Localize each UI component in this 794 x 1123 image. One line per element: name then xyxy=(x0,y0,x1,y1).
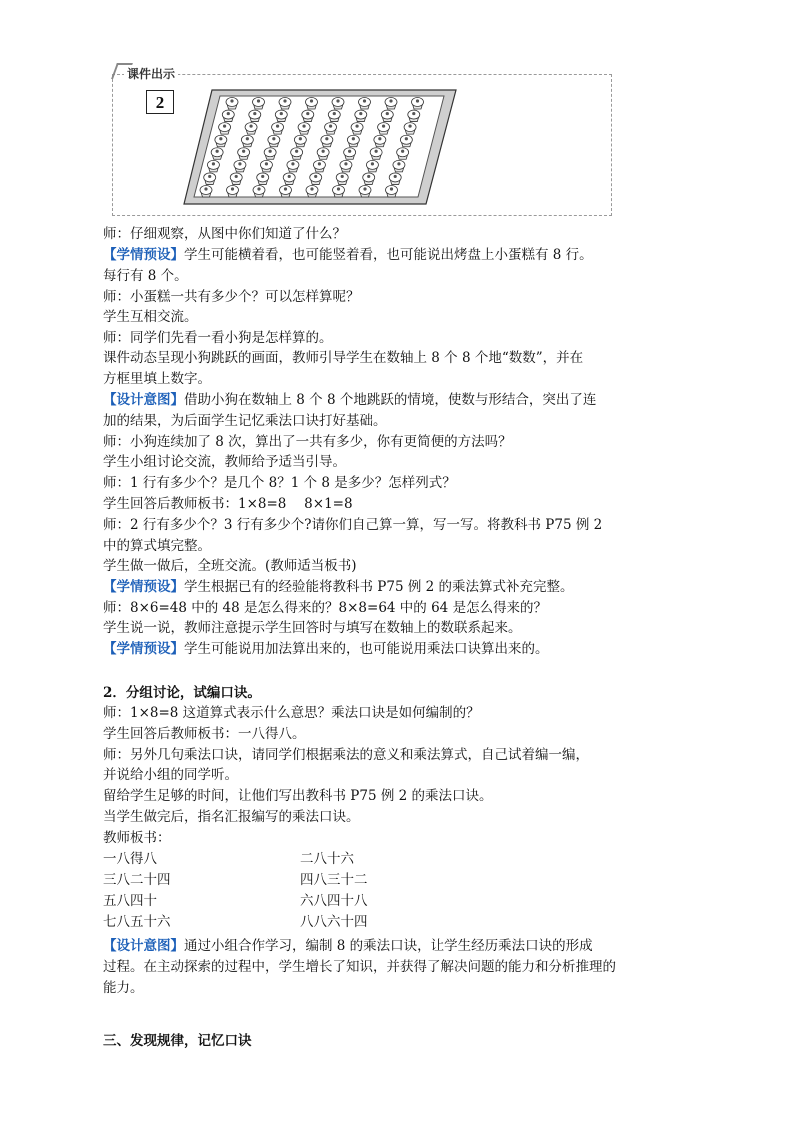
paragraph-text: 三、发现规律，记忆口诀 xyxy=(103,1033,252,1049)
cupcake xyxy=(336,173,348,185)
cupcake xyxy=(291,148,303,160)
cupcake xyxy=(310,173,322,185)
paragraph-text: 师：1×8=8 这道算式表示什么意思？乘法口诀是如何编制的？ xyxy=(103,705,480,721)
paragraph-text: 师：同学们先看一看小狗是怎样算的。 xyxy=(103,330,333,346)
cupcake xyxy=(351,123,363,135)
paragraph-line xyxy=(103,724,306,744)
paragraph-line xyxy=(103,556,357,576)
paragraph-text: 师：小狗连续加了 8 次，算出了一共有多少，你有更简便的方法吗？ xyxy=(103,434,512,450)
paragraph-text: 通过小组合作学习，编制 8 的乘法口诀，让学生经历乘法口诀的形成 xyxy=(184,938,593,954)
multiplication-rhyme: 四八三十二 xyxy=(300,872,368,888)
cupcake xyxy=(279,98,291,110)
cupcake xyxy=(253,186,265,198)
multiplication-rhyme: 三八二十四 xyxy=(103,872,171,888)
paragraph-text: 教师板书： xyxy=(103,830,171,846)
cupcake xyxy=(328,110,340,122)
cupcake xyxy=(400,135,412,147)
multiplication-rhyme: 二八十六 xyxy=(300,851,354,867)
paragraph-text: 师：2 行有多少个？3 行有多少个?请你们自己算一算，写一写。将教科书 P75 例 2 xyxy=(103,517,603,533)
paragraph-line xyxy=(103,328,333,348)
courseware-label: 课件出示 xyxy=(124,65,178,82)
paragraph-text: 学生可能横着看，也可能竖着看，也可能说出烤盘上小蛋糕有 8 行。 xyxy=(184,247,593,263)
cupcake xyxy=(359,186,371,198)
multiplication-rhyme: 六八四十八 xyxy=(300,893,368,909)
paragraph-line xyxy=(103,307,198,327)
paragraph-line xyxy=(103,978,144,998)
cupcake xyxy=(332,98,344,110)
multiplication-rhyme: 一八得八 xyxy=(103,851,157,867)
cupcake xyxy=(393,160,405,172)
cupcake xyxy=(347,135,359,147)
cupcake xyxy=(268,135,280,147)
paragraph-line xyxy=(103,452,346,472)
cupcake xyxy=(302,110,314,122)
cupcake xyxy=(264,148,276,160)
cupcake xyxy=(389,173,401,185)
paragraph-text: 课件动态呈现小狗跳跃的画面，教师引导学生在数轴上 8 个 8 个地“数数”，并在 xyxy=(103,350,584,366)
paragraph-text: 并说给小组的同学听。 xyxy=(103,767,238,783)
section-heading xyxy=(103,1031,252,1051)
cupcake xyxy=(344,148,356,160)
cupcake xyxy=(234,160,246,172)
baking-tray-illustration xyxy=(182,88,458,208)
paragraph-text: 师：仔细观察，从图中你们知道了什么？ xyxy=(103,226,346,242)
cupcake xyxy=(249,110,261,122)
paragraph-line xyxy=(103,473,456,493)
paragraph-line xyxy=(103,494,353,514)
paragraph-text: 每行有 8 个。 xyxy=(103,268,188,284)
cupcake xyxy=(245,123,257,135)
cupcake xyxy=(412,98,424,110)
cupcake xyxy=(253,98,265,110)
paragraph-line xyxy=(103,703,480,723)
cupcake xyxy=(294,135,306,147)
annotation-tag: 【设计意图】 xyxy=(103,392,184,408)
paragraph-text: 能力。 xyxy=(103,980,144,996)
paragraph-text: 学生可能说用加法算出来的，也可能说用乘法口诀算出来的。 xyxy=(184,641,549,657)
paragraph-line xyxy=(103,598,547,618)
multiplication-rhyme: 五八四十 xyxy=(103,893,157,909)
paragraph-text: 方框里填上数字。 xyxy=(103,371,211,387)
cupcake xyxy=(204,173,216,185)
cupcake xyxy=(381,110,393,122)
cupcake xyxy=(280,186,292,198)
paragraph-line xyxy=(103,536,211,556)
cupcake xyxy=(306,98,318,110)
cupcake xyxy=(404,123,416,135)
paragraph-line xyxy=(103,369,211,389)
annotation-tag: 【学情预设】 xyxy=(103,247,184,263)
annotation-tag: 【学情预设】 xyxy=(103,579,184,595)
multiplication-rhyme: 七八五十六 xyxy=(103,914,171,930)
cupcake xyxy=(363,173,375,185)
cupcake xyxy=(325,123,337,135)
annotated-paragraph-line xyxy=(103,936,593,956)
cupcake xyxy=(219,123,231,135)
paragraph-text: 师：1 行有多少个？是几个 8？1 个 8 是多少？怎样列式？ xyxy=(103,475,456,491)
cupcake xyxy=(321,135,333,147)
paragraph-text: 中的算式填完整。 xyxy=(103,538,211,554)
paragraph-line xyxy=(103,266,188,286)
paragraph-line xyxy=(103,828,171,848)
cupcake xyxy=(272,123,284,135)
cupcake xyxy=(226,98,238,110)
paragraph-text: 当学生做完后，指名汇报编写的乘法口诀。 xyxy=(103,809,360,825)
cupcake xyxy=(378,123,390,135)
cupcake xyxy=(283,173,295,185)
paragraph-text: 师：8×6=48 中的 48 是怎么得来的？8×8=64 中的 64 是怎么得来的？ xyxy=(103,600,548,616)
multiplication-rhyme: 八八六十四 xyxy=(300,914,368,930)
paragraph-text: 学生说一说，教师注意提示学生回答时与填写在数轴上的数联系起来。 xyxy=(103,620,522,636)
paragraph-line xyxy=(103,618,522,638)
cupcake xyxy=(340,160,352,172)
cupcake xyxy=(370,148,382,160)
cupcake xyxy=(333,186,345,198)
cupcake xyxy=(241,135,253,147)
cupcake xyxy=(287,160,299,172)
paragraph-text: 学生回答后教师板书：1×8=8 8×1=8 xyxy=(103,496,353,512)
cupcake xyxy=(313,160,325,172)
paragraph-text: 学生做一做后，全班交流。(教师适当板书) xyxy=(103,558,357,574)
section-heading xyxy=(103,683,261,703)
paragraph-text: 2．分组讨论，试编口诀。 xyxy=(103,685,261,701)
cupcake xyxy=(397,148,409,160)
cupcake xyxy=(366,160,378,172)
paragraph-line xyxy=(103,224,346,244)
paragraph-line xyxy=(103,348,583,368)
paragraph-line xyxy=(103,745,589,765)
cupcake xyxy=(317,148,329,160)
cupcake xyxy=(257,173,269,185)
cupcake xyxy=(275,110,287,122)
annotated-paragraph-line xyxy=(103,390,596,410)
paragraph-line xyxy=(103,515,602,535)
paragraph-text: 学生小组讨论交流，教师给予适当引导。 xyxy=(103,454,346,470)
annotated-paragraph-line xyxy=(103,577,574,597)
paragraph-line xyxy=(103,786,493,806)
paragraph-line xyxy=(103,287,360,307)
paragraph-text: 学生回答后教师板书：一八得八。 xyxy=(103,726,306,742)
paragraph-line xyxy=(103,807,360,827)
cupcake xyxy=(386,186,398,198)
paragraph-text: 师：另外几句乘法口诀，请同学们根据乘法的意义和乘法算式，自己试着编一编， xyxy=(103,747,589,763)
cupcake xyxy=(385,98,397,110)
annotated-paragraph-line xyxy=(103,245,593,265)
cupcake xyxy=(227,186,239,198)
cupcake xyxy=(222,110,234,122)
paragraph-text: 借助小狗在数轴上 8 个 8 个地跳跃的情境，使数与形结合，突出了连 xyxy=(184,392,597,408)
paragraph-text: 过程。在主动探索的过程中，学生增长了知识，并获得了解决问题的能力和分析推理的 xyxy=(103,959,616,975)
paragraph-text: 留给学生足够的时间，让他们写出教科书 P75 例 2 的乘法口诀。 xyxy=(103,788,493,804)
paragraph-text: 学生互相交流。 xyxy=(103,309,198,325)
paragraph-line xyxy=(103,957,616,977)
cupcake xyxy=(211,148,223,160)
paragraph-text: 加的结果，为后面学生记忆乘法口诀打好基础。 xyxy=(103,413,387,429)
cupcake xyxy=(298,123,310,135)
cupcake xyxy=(359,98,371,110)
paragraph-text: 学生根据已有的经验能将教科书 P75 例 2 的乘法算式补充完整。 xyxy=(184,579,574,595)
cupcake xyxy=(215,135,227,147)
paragraph-text: 师：小蛋糕一共有多少个？可以怎样算呢？ xyxy=(103,289,360,305)
cupcake xyxy=(374,135,386,147)
paragraph-line xyxy=(103,765,238,785)
cupcake xyxy=(408,110,420,122)
cupcake xyxy=(230,173,242,185)
cupcake xyxy=(260,160,272,172)
cupcake xyxy=(355,110,367,122)
cupcake xyxy=(200,186,212,198)
paragraph-line xyxy=(103,411,387,431)
example-number: 2 xyxy=(146,90,174,114)
cupcake xyxy=(238,148,250,160)
annotated-paragraph-line xyxy=(103,639,549,659)
annotation-tag: 【学情预设】 xyxy=(103,641,184,657)
annotation-tag: 【设计意图】 xyxy=(103,938,184,954)
cupcake xyxy=(306,186,318,198)
cupcake xyxy=(207,160,219,172)
paragraph-line xyxy=(103,432,512,452)
